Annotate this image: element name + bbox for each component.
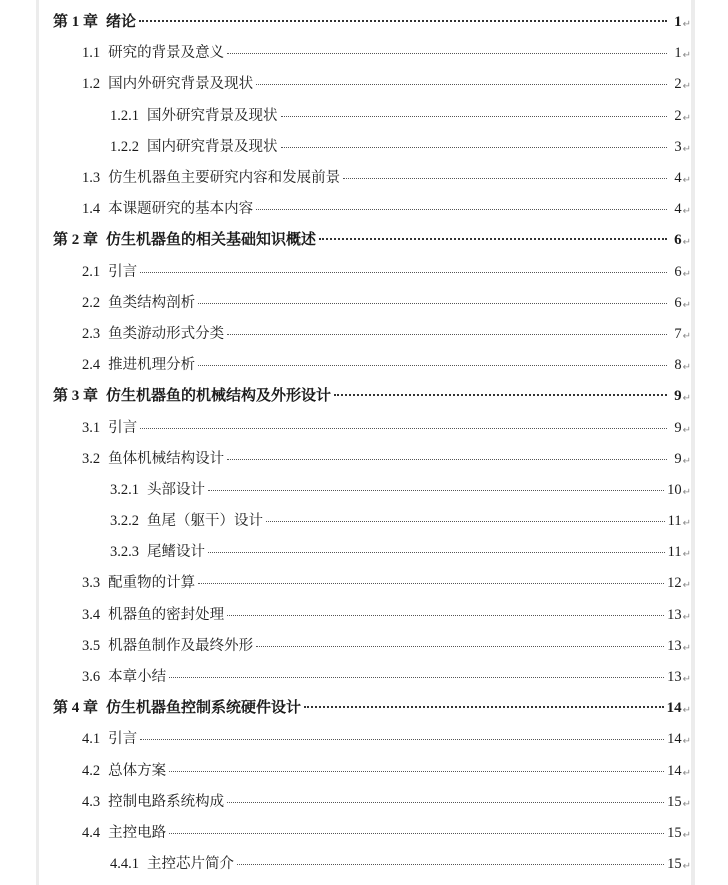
toc-section-entry[interactable] (39, 785, 691, 816)
toc-subsection-entry[interactable] (39, 504, 691, 535)
toc-subsection-entry[interactable] (39, 847, 691, 878)
toc-section-entry[interactable] (39, 722, 691, 753)
toc-entry-number: 1.4 (82, 201, 101, 218)
toc-entry-line (82, 571, 691, 592)
toc-entry-title: 机器鱼制作及最终外形 (108, 637, 254, 654)
toc-entry-number: 1.2.1 (110, 107, 139, 124)
paragraph-mark-icon: ↵ (682, 206, 691, 218)
toc-entry-line (110, 509, 691, 530)
toc-entry-line (82, 821, 691, 842)
toc-chapter-entry[interactable] (39, 691, 691, 722)
toc-entry-page-number: 1 (674, 45, 682, 62)
paragraph-mark-icon: ↵ (682, 861, 691, 873)
toc-entry-number: 3.2 (82, 450, 101, 467)
paragraph-mark-icon: ↵ (682, 705, 691, 717)
toc-entry-number: 第 1 章 (53, 14, 99, 31)
toc-entry-page-number: 6 (674, 294, 682, 311)
toc-entry-title: 引言 (108, 419, 138, 436)
document-page (39, 0, 691, 885)
toc-chapter-entry[interactable] (39, 5, 691, 36)
toc-entry-line (110, 104, 691, 125)
toc-entry-title: 引言 (108, 263, 138, 280)
paragraph-mark-icon: ↵ (682, 455, 691, 467)
toc-entry-number: 3.2.1 (110, 481, 139, 498)
dot-leader (334, 393, 667, 396)
toc-entry-page-number: 2 (674, 107, 682, 124)
dot-leader (256, 83, 666, 85)
toc-section-entry[interactable] (39, 442, 691, 473)
dot-leader (140, 738, 664, 740)
dot-leader (198, 302, 666, 304)
paragraph-mark-icon: ↵ (682, 642, 691, 654)
dot-leader (208, 551, 665, 553)
toc-entry-page-number: 9 (674, 419, 682, 436)
paragraph-mark-icon: ↵ (682, 736, 691, 748)
toc-entry-number: 2.4 (82, 357, 101, 374)
toc-chapter-entry[interactable] (39, 223, 691, 254)
dot-leader (208, 489, 664, 491)
toc-entry-title: 绪论 (106, 14, 137, 31)
toc-entry-page-number: 9 (674, 388, 682, 405)
dot-leader (319, 237, 667, 240)
toc-entry-number: 4.2 (82, 762, 101, 779)
paragraph-mark-icon: ↵ (682, 611, 691, 623)
toc-entry-line (82, 41, 691, 62)
toc-entry-title: 引言 (108, 731, 138, 748)
toc-entry-number: 4.3 (82, 793, 101, 810)
dot-leader (304, 705, 664, 708)
toc-entry-title: 国内研究背景及现状 (147, 138, 278, 155)
toc-entry-line (82, 72, 691, 93)
dot-leader (266, 520, 665, 522)
toc-entry-line (53, 384, 691, 405)
toc-entry-number: 第 4 章 (53, 700, 99, 717)
toc-entry-title: 尾鳍设计 (147, 544, 205, 561)
toc-entry-title: 头部设计 (147, 481, 205, 498)
toc-section-entry[interactable] (39, 754, 691, 785)
toc-entry-number: 第 2 章 (53, 232, 99, 249)
toc-entry-line (82, 447, 691, 468)
toc-section-entry[interactable] (39, 255, 691, 286)
toc-entry-number: 4.1 (82, 731, 101, 748)
dot-leader (139, 19, 667, 22)
dot-leader (198, 364, 666, 366)
paragraph-mark-icon: ↵ (682, 175, 691, 187)
paragraph-mark-icon: ↵ (682, 362, 691, 374)
toc-entry-title: 研究的背景及意义 (108, 45, 225, 62)
paragraph-mark-icon: ↵ (682, 518, 691, 530)
toc-entry-title: 控制电路系统构成 (108, 793, 225, 810)
paragraph-mark-icon: ↵ (682, 299, 691, 311)
dot-leader (256, 645, 664, 647)
toc-entry-title: 机器鱼的密封处理 (108, 606, 225, 623)
paragraph-mark-icon: ↵ (682, 798, 691, 810)
dot-leader (343, 177, 666, 179)
toc-entry-number: 2.3 (82, 325, 101, 342)
paragraph-mark-icon: ↵ (682, 674, 691, 686)
paragraph-mark-icon: ↵ (682, 50, 691, 62)
toc-entry-number: 3.6 (82, 669, 101, 686)
toc-section-entry[interactable] (39, 348, 691, 379)
paragraph-mark-icon: ↵ (682, 549, 691, 561)
toc-entry-line (82, 197, 691, 218)
toc-entry-line (82, 790, 691, 811)
toc-entry-title: 主控电路 (108, 824, 167, 841)
toc-entry-page-number: 1 (674, 14, 682, 31)
toc-entry-line (82, 291, 691, 312)
toc-entry-title: 仿生机器鱼控制系统硬件设计 (106, 700, 302, 717)
toc-entry-line (82, 353, 691, 374)
toc-entry-number: 第 3 章 (53, 388, 99, 405)
toc-entry-title: 国内外研究背景及现状 (108, 76, 254, 93)
toc-entry-title: 鱼尾（躯干）设计 (147, 513, 263, 530)
toc-entry-title: 主控芯片简介 (147, 856, 234, 873)
toc-entry-line (82, 322, 691, 343)
dot-leader (140, 427, 666, 429)
toc-entry-line (82, 759, 691, 780)
toc-section-entry[interactable] (39, 161, 691, 192)
toc-entry-line (82, 634, 691, 655)
toc-section-entry[interactable] (39, 566, 691, 597)
dot-leader (169, 676, 664, 678)
paragraph-mark-icon: ↵ (682, 829, 691, 841)
dot-leader (281, 146, 667, 148)
toc-entry-title: 国外研究背景及现状 (147, 107, 278, 124)
toc-section-entry[interactable] (39, 629, 691, 660)
dot-leader (169, 770, 664, 772)
toc-entry-number: 2.1 (82, 263, 101, 280)
toc-entry-title: 本课题研究的基本内容 (108, 201, 254, 218)
toc-section-entry[interactable] (39, 67, 691, 98)
dot-leader (281, 115, 667, 117)
toc-entry-line (53, 10, 691, 31)
toc-entry-page-number: 6 (674, 232, 682, 249)
toc-entry-title: 仿生机器鱼的机械结构及外形设计 (106, 388, 332, 405)
paragraph-mark-icon: ↵ (682, 268, 691, 280)
toc-entry-page-number: 14 (667, 762, 682, 779)
toc-section-entry[interactable] (39, 660, 691, 691)
toc-section-entry[interactable] (39, 816, 691, 847)
toc-entry-line (82, 727, 691, 748)
paragraph-mark-icon: ↵ (682, 237, 691, 249)
toc-entry-page-number: 14 (666, 700, 682, 717)
dot-leader (227, 614, 664, 616)
toc-entry-number: 1.2 (82, 76, 101, 93)
paragraph-mark-icon: ↵ (682, 767, 691, 779)
paragraph-mark-icon: ↵ (682, 330, 691, 342)
toc-entry-page-number: 15 (667, 793, 682, 810)
toc-entry-title: 鱼类结构剖析 (108, 294, 196, 311)
toc-entry-title: 总体方案 (108, 762, 167, 779)
paragraph-mark-icon: ↵ (682, 81, 691, 93)
toc-entry-line (82, 166, 691, 187)
toc-entry-page-number: 14 (667, 731, 682, 748)
toc-entry-title: 配重物的计算 (108, 575, 196, 592)
toc-entry-title: 鱼体机械结构设计 (108, 450, 225, 467)
toc-entry-title: 推进机理分析 (108, 357, 196, 374)
toc-entry-line (82, 260, 691, 281)
toc-entry-line (110, 478, 691, 499)
toc-entry-number: 1.3 (82, 170, 101, 187)
toc-entry-page-number: 10 (667, 481, 682, 498)
dot-leader (140, 271, 666, 273)
dot-leader (227, 458, 666, 460)
dot-leader (237, 863, 664, 865)
paragraph-mark-icon: ↵ (682, 424, 691, 436)
toc-entry-number: 3.4 (82, 606, 101, 623)
paragraph-mark-icon: ↵ (682, 393, 691, 405)
toc-entry-page-number: 13 (667, 669, 682, 686)
toc-entry-number: 4.4.1 (110, 856, 139, 873)
toc-entry-line (82, 603, 691, 624)
toc-entry-page-number: 6 (674, 263, 682, 280)
dot-leader (256, 208, 666, 210)
toc-subsection-entry[interactable] (39, 473, 691, 504)
dot-leader (227, 52, 666, 54)
toc-entry-line (110, 540, 691, 561)
toc-entry-number: 1.2.2 (110, 138, 139, 155)
toc-entry-line (110, 852, 691, 873)
paragraph-mark-icon: ↵ (682, 19, 691, 31)
toc-entry-line (110, 135, 691, 156)
toc-entry-number: 3.3 (82, 575, 101, 592)
toc-section-entry[interactable] (39, 410, 691, 441)
toc-section-entry[interactable] (39, 36, 691, 67)
paragraph-mark-icon: ↵ (682, 112, 691, 124)
toc-subsection-entry[interactable] (39, 130, 691, 161)
dot-leader (227, 333, 666, 335)
toc-entry-title: 鱼类游动形式分类 (108, 325, 225, 342)
toc-entry-page-number: 8 (674, 357, 682, 374)
toc-entry-line (53, 696, 691, 717)
toc-entry-line (82, 665, 691, 686)
toc-entry-page-number: 15 (667, 824, 682, 841)
paragraph-mark-icon: ↵ (682, 580, 691, 592)
toc-section-entry[interactable] (39, 317, 691, 348)
dot-leader (198, 582, 664, 584)
toc-entry-number: 4.4 (82, 824, 101, 841)
toc-entry-page-number: 9 (674, 450, 682, 467)
toc-entry-number: 3.2.3 (110, 544, 139, 561)
toc-entry-page-number: 11 (667, 544, 682, 561)
paragraph-mark-icon: ↵ (682, 143, 691, 155)
toc-entry-page-number: 4 (674, 170, 682, 187)
toc-section-entry[interactable] (39, 286, 691, 317)
toc-entry-title: 仿生机器鱼主要研究内容和发展前景 (108, 170, 341, 187)
toc-entry-page-number: 13 (667, 606, 682, 623)
toc-entry-line (53, 228, 691, 249)
toc-entry-page-number: 4 (674, 201, 682, 218)
toc-entry-page-number: 2 (674, 76, 682, 93)
toc-entry-number: 3.2.2 (110, 513, 139, 530)
toc-entry-title: 仿生机器鱼的相关基础知识概述 (106, 232, 317, 249)
dot-leader (227, 801, 664, 803)
toc-section-entry[interactable] (39, 192, 691, 223)
toc-entry-number: 3.5 (82, 637, 101, 654)
toc-section-entry[interactable] (39, 598, 691, 629)
table-of-contents (39, 5, 691, 878)
toc-entry-page-number: 7 (674, 325, 682, 342)
toc-entry-title: 本章小结 (108, 669, 167, 686)
toc-entry-page-number: 3 (674, 138, 682, 155)
toc-chapter-entry[interactable] (39, 379, 691, 410)
toc-entry-number: 2.2 (82, 294, 101, 311)
toc-subsection-entry[interactable] (39, 535, 691, 566)
toc-entry-line (82, 416, 691, 437)
dot-leader (169, 832, 664, 834)
toc-entry-page-number: 13 (667, 637, 682, 654)
toc-entry-number: 1.1 (82, 45, 101, 62)
toc-entry-page-number: 11 (667, 513, 682, 530)
toc-entry-page-number: 15 (667, 856, 682, 873)
paragraph-mark-icon: ↵ (682, 486, 691, 498)
toc-entry-page-number: 12 (667, 575, 682, 592)
toc-subsection-entry[interactable] (39, 99, 691, 130)
toc-entry-number: 3.1 (82, 419, 101, 436)
